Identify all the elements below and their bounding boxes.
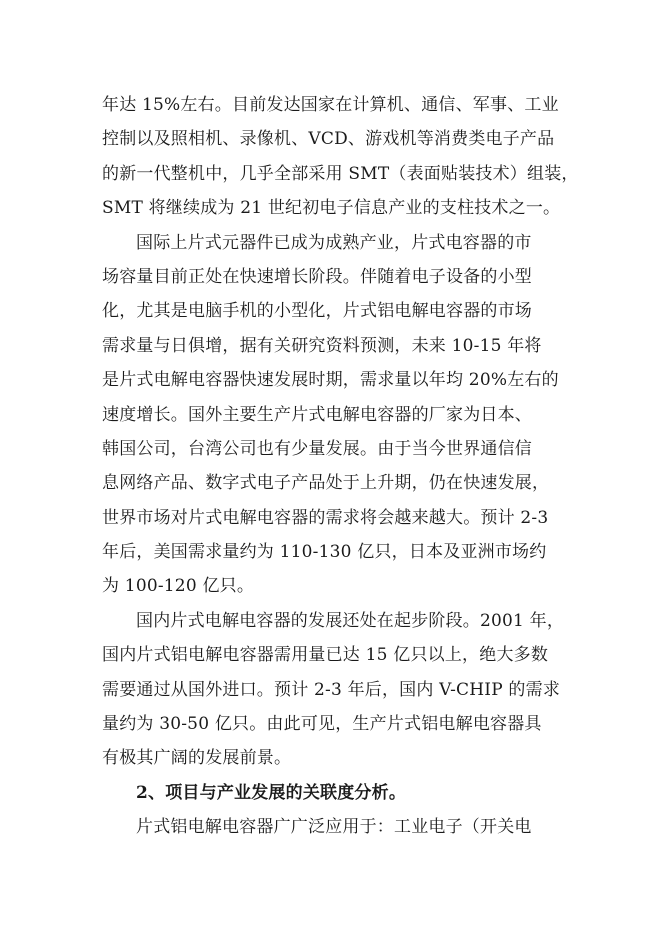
text-line: 韩国公司，台湾公司也有少量发展。由于当今世界通信信 [102, 438, 532, 459]
text-line: 息网络产品、数字式电子产品处于上升期，仍在快速发展， [102, 473, 550, 494]
paragraph-first-line: 国际上片式元器件已成为成熟产业，片式电容器的市 [136, 232, 532, 253]
text-line: 国内片式铝电解电容器需用量已达 15 亿只以上，绝大多数 [102, 645, 549, 666]
text-line: 速度增长。国外主要生产片式电解电容器的厂家为日本、 [102, 404, 532, 425]
text-line: 年后，美国需求量约为 110-130 亿只，日本及亚洲市场约 [102, 542, 547, 563]
text-line: 场容量目前正处在快速增长阶段。伴随着电子设备的小型 [102, 266, 532, 287]
text-line: 的新一代整机中，几乎全部采用 SMT（表面贴装技术）组装， [102, 163, 579, 184]
paragraph-first-line: 国内片式电解电容器的发展还处在起步阶段。2001 年， [136, 610, 565, 631]
document-body [102, 88, 579, 845]
text-line: 需求量与日俱增，据有关研究资料预测，未来 10-15 年将 [102, 335, 542, 356]
section-heading: 2、项目与产业发展的关联度分析。 [136, 782, 407, 803]
text-line: 为 100-120 亿只。 [102, 576, 255, 597]
text-line: 有极其广阔的发展前景。 [102, 748, 292, 769]
text-line: 年达 15%左右。目前发达国家在计算机、通信、军事、工业 [102, 95, 559, 115]
text-line: 量约为 30-50 亿只。由此可见，生产片式铝电解电容器具 [102, 714, 542, 735]
paragraph-first-line: 片式铝电解电容器广广泛应用于：工业电子（开关电 [136, 817, 532, 838]
text-line: 世界市场对片式电解电容器的需求将会越来越大。预计 2-3 [102, 507, 549, 528]
text-line: 需要通过从国外进口。预计 2-3 年后，国内 V-CHIP 的需求 [102, 679, 561, 700]
text-line: 是片式电解电容器快速发展时期，需求量以年均 20%左右的 [102, 370, 559, 391]
text-line: SMT 将继续成为 21 世纪初电子信息产业的支柱技术之一。 [102, 198, 561, 219]
text-line: 化，尤其是电脑手机的小型化，片式铝电解电容器的市场 [102, 301, 532, 322]
text-line: 控制以及照相机、录像机、VCD、游戏机等消费类电子产品 [102, 129, 555, 150]
